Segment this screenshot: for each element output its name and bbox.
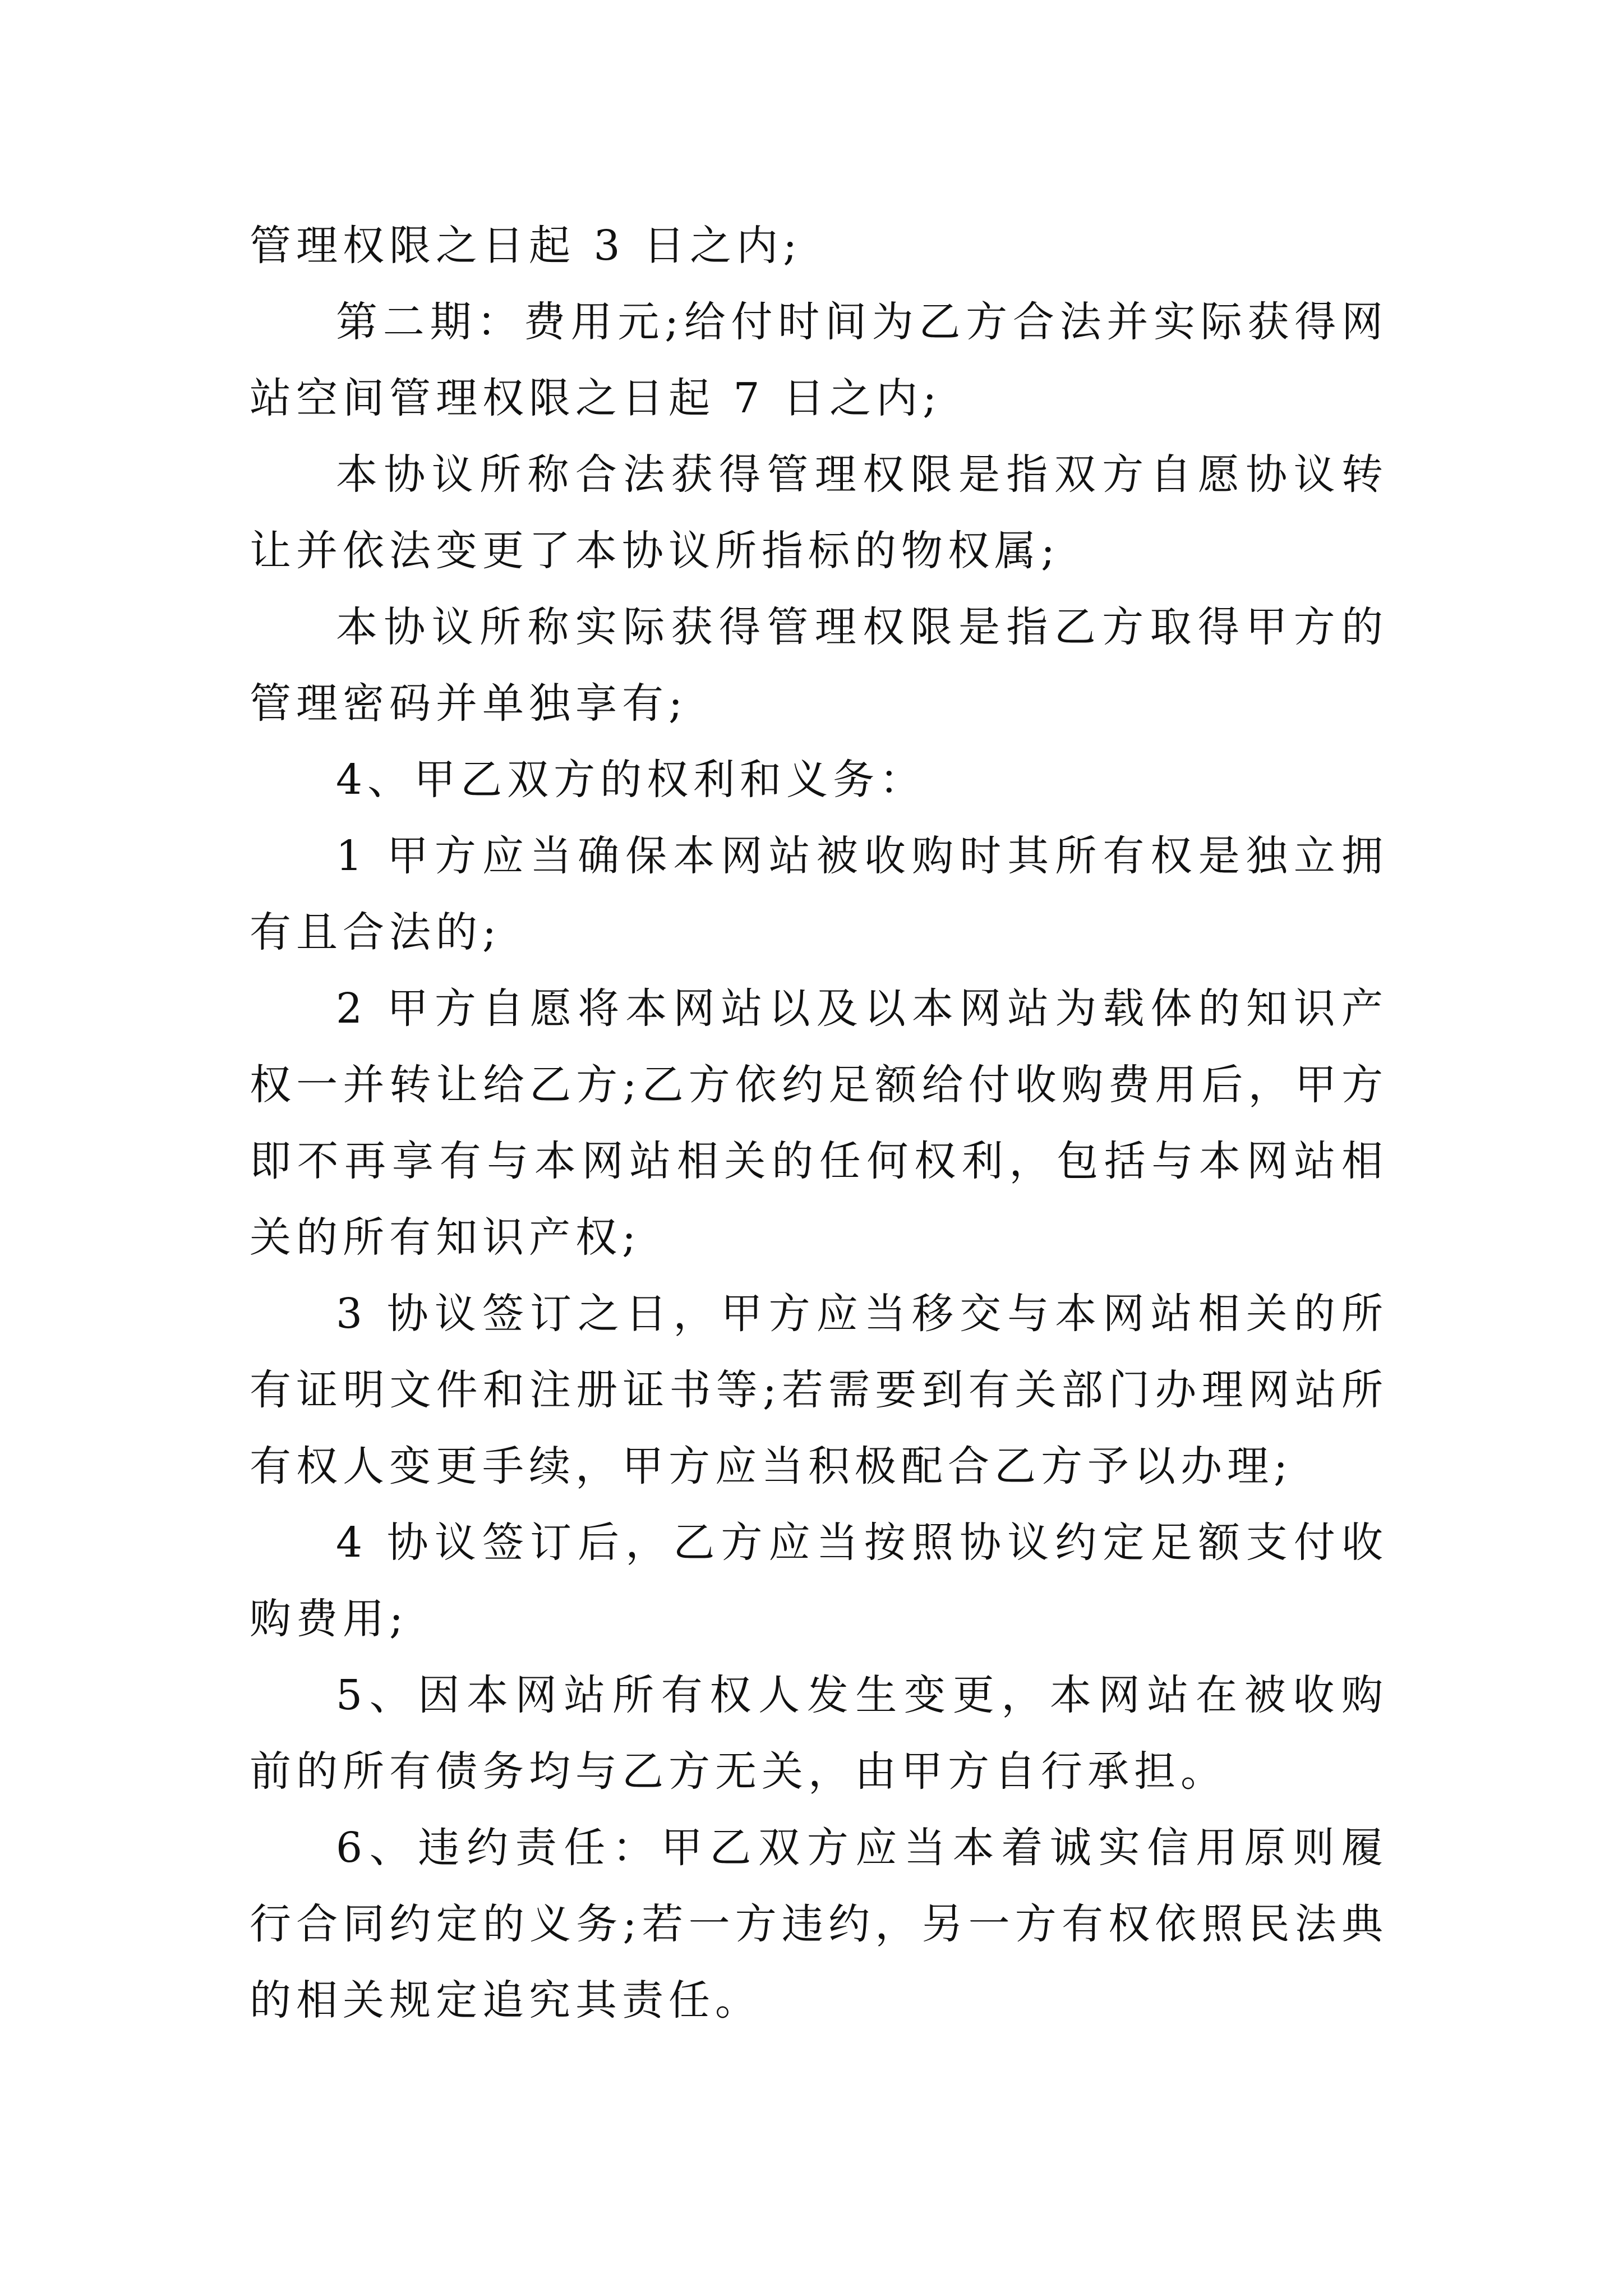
paragraph-1: 管理权限之日起 3 日之内; — [250, 222, 803, 270]
paragraph-11: 6、违约责任：甲乙双方应当本着诚实信用原则履行合同约定的义务;若一方违约，另一方有权依照民法典的相关规定追究其责任。 — [250, 1824, 1388, 2024]
paragraph-5: 4、甲乙双方的权利和义务： — [336, 756, 926, 804]
paragraph-3: 本协议所称合法获得管理权限是指双方自愿协议转让并依法变更了本协议所指标的物权属; — [250, 450, 1388, 575]
paragraph-10: 5、因本网站所有权人发生变更，本网站在被收购前的所有债务均与乙方无关，由甲方自行承担。 — [250, 1671, 1388, 1796]
paragraph-6: 1 甲方应当确保本网站被收购时其所有权是独立拥有且合法的; — [250, 832, 1388, 956]
paragraph-8: 3 协议签订之日，甲方应当移交与本网站相关的所有证明文件和注册证书等;若需要到有关部门办理网站所有权人变更手续，甲方应当积极配合乙方予以办理; — [250, 1290, 1388, 1490]
paragraph-2: 第二期：费用元;给付时间为乙方合法并实际获得网站空间管理权限之日起 7 日之内; — [250, 298, 1388, 422]
document-body — [250, 208, 1388, 2039]
paragraph-7: 2 甲方自愿将本网站以及以本网站为载体的知识产权一并转让给乙方;乙方依约足额给付收购费用后，甲方即不再享有与本网站相关的任何权利，包括与本网站相关的所有知识产权; — [250, 984, 1388, 1262]
paragraph-4: 本协议所称实际获得管理权限是指乙方取得甲方的管理密码并单独享有; — [250, 603, 1388, 728]
paragraph-9: 4 协议签订后，乙方应当按照协议约定足额支付收购费用; — [250, 1519, 1388, 1643]
